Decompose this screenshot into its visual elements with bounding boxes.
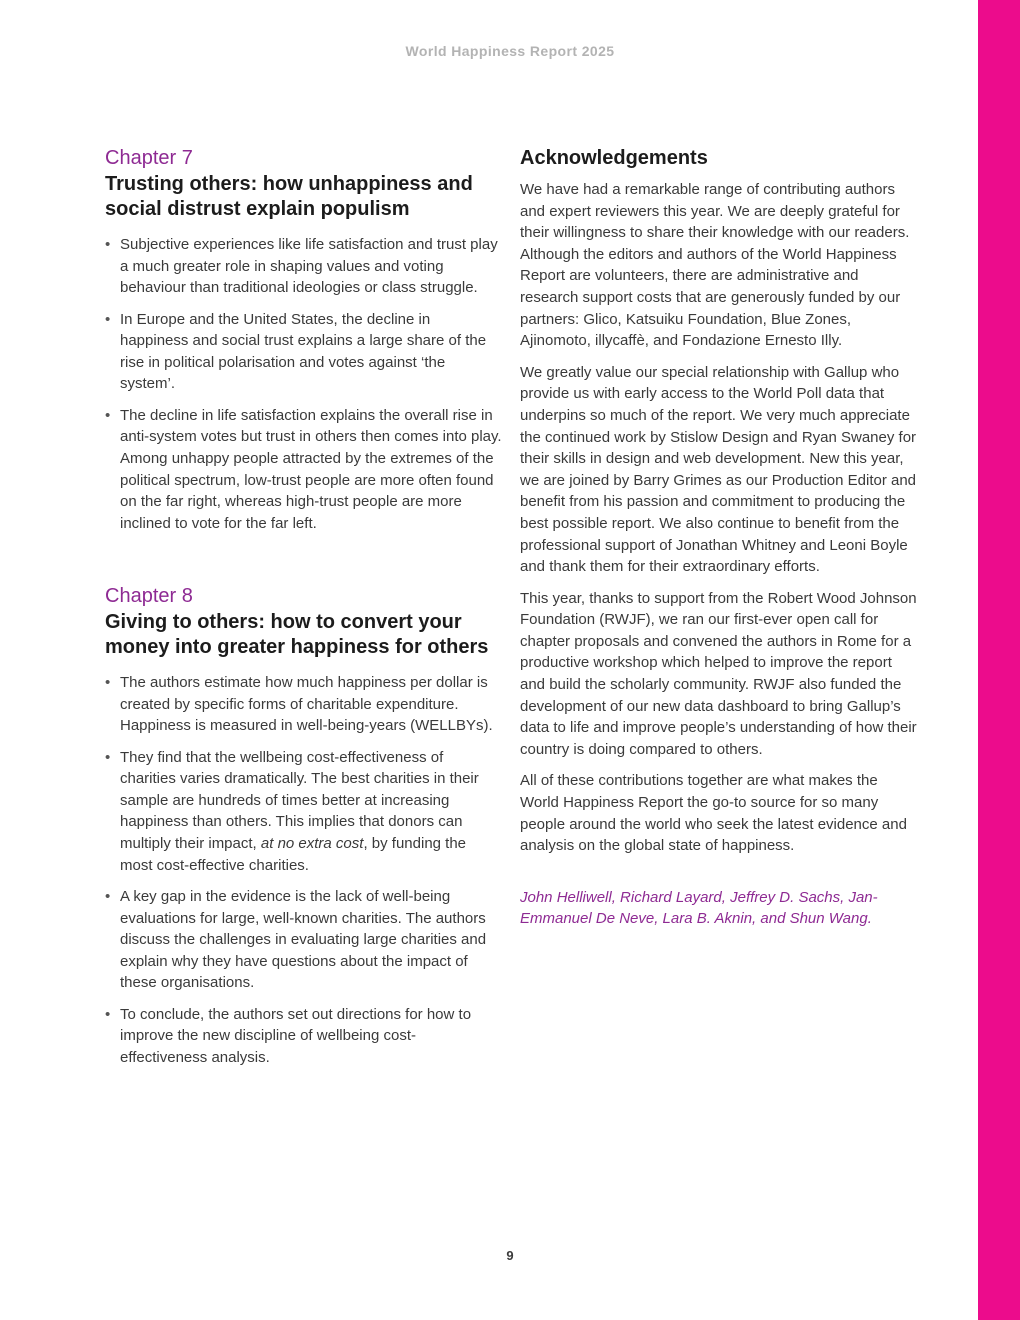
accent-side-bar: [978, 0, 1020, 1320]
bullet-item: • To conclude, the authors set out directions for how to improve the new discipline of wellbeing cost-effectiveness analysis.: [105, 1004, 502, 1069]
left-column: [105, 146, 502, 1078]
bullet-item: • The authors estimate how much happiness per dollar is created by specific forms of charitable expenditure. Happiness is measured in well-being-years (WELLBYs).: [105, 672, 502, 737]
chapter-title: Trusting others: how unhappiness and social distrust explain populism: [105, 173, 473, 220]
bullet-item: [105, 747, 502, 877]
bullet-item: • In Europe and the United States, the decline in happiness and social trust explains a large share of the rise in political polarisation and votes against ‘the system’.: [105, 309, 502, 395]
bullet-item: • A key gap in the evidence is the lack of well-being evaluations for large, well-known charities. The authors discuss the challenges in evaluating large charities and explain why they have questions about the impact of these organisations.: [105, 886, 502, 994]
bullet-emphasis: at no extra cost: [260, 835, 364, 853]
bullet-text: , by funding the most cost-effective charities.: [120, 835, 467, 874]
acknowledgements-paragraph: This year, thanks to support from the Robert Wood Johnson Foundation (RWJF), we ran our first-ever open call for chapter proposals and convened the authors in Rome for a productive workshop which helped to improve the report and build the scholarly community. RWJF also funded the development of our new data dashboard to bring Gallup’s data to life and improve people’s understanding of how their country is doing compared to others.: [520, 589, 917, 758]
bullet-item: • Subjective experiences like life satisfaction and trust play a much greater role in shaping values and voting behaviour than traditional ideologies or class struggle.: [105, 234, 502, 299]
chapter-label: Chapter 8: [105, 585, 193, 608]
acknowledgements-paragraph: We have had a remarkable range of contributing authors and expert reviewers this year. We are deeply grateful for their willingness to share their knowledge with our readers. Although the editors and authors of the World Happiness Report are volunteers, there are administrative and research support costs that are generously funded by our partners: Glico, Katsuiku Foundation, Blue Zones, Ajinomoto, illycaffè, and Fondazione Ernesto Illy.: [520, 181, 910, 350]
bullet-item: • The decline in life satisfaction explains the overall rise in anti-system votes but trust in others then comes into play. Among unhappy people attracted by the extremes of the political spectrum, low-trust people are more often found on the far right, whereas high-trust people are more inclined to vote for the far left.: [105, 405, 502, 535]
acknowledgements-heading: Acknowledgements: [520, 147, 708, 169]
editors-signature: John Helliwell, Richard Layard, Jeffrey D. Sachs, Jan-Emmanuel De Neve, Lara B. Aknin, and Shun Wang.: [520, 888, 878, 928]
chapter-8-bullets: [105, 672, 502, 1068]
bullet-text: They find that the wellbeing cost-effectiveness of charities varies dramatically. The best charities in their sample are hundreds of times better at increasing happiness than others. This implies that donors can multiply their impact,: [120, 748, 479, 853]
chapter-8-section: [105, 584, 502, 1068]
chapter-7-bullets: [105, 234, 502, 534]
acknowledgements-paragraph: We greatly value our special relationship with Gallup who provide us with early access to the World Poll data that underpins so much of the report. We very much appreciate the continued work by Stislow Design and Ryan Swaney for their skills in design and web development. New this year, we are joined by Barry Grimes as our Production Editor and benefit from his passion and commitment to producing the best possible report. We also continue to benefit from the professional support of Jonathan Whitney and Leoni Boyle and thank them for their extraordinary efforts.: [520, 363, 917, 576]
right-column: [520, 146, 918, 945]
chapter-title: Giving to others: how to convert your money into greater happiness for others: [105, 611, 489, 659]
chapter-7-section: [105, 146, 502, 534]
chapter-label: Chapter 7: [105, 147, 193, 169]
running-header: World Happiness Report 2025: [405, 43, 615, 59]
acknowledgements-paragraph: All of these contributions together are what makes the World Happiness Report the go-to source for so many people around the world who seek the latest evidence and analysis on the global state of happiness.: [520, 772, 907, 855]
page-number: 9: [506, 1248, 514, 1263]
